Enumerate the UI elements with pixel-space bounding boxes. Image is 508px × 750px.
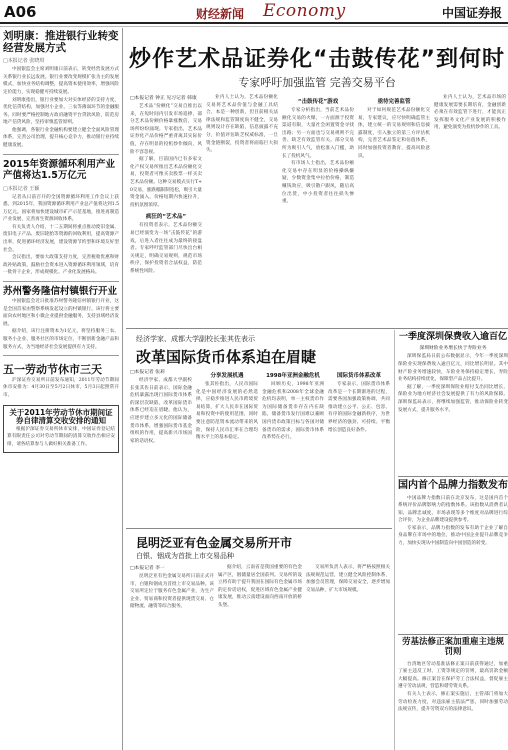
story3-column-3 (306, 564, 390, 594)
article-title: 劳基法修正案加重雇主违规罚则 (401, 637, 504, 657)
article-paragraph: 有投资者表示，艺术品份额交易已经演变为一场“击鼓传花”的游戏，后进入者往往成为最终的接盘者。专家呼吁监管部门尽快出台相关规定，明确交易规则，规范市场秩序，保护投资者合法权益，防范系统性风险。 (130, 223, 202, 274)
article-paragraph: 昆明泛亚有色金属交易所日前正式开市，白银和铟成为首批上市交易品种。该交易所定位于服务有色金属产业，为生产企业、贸易商和投资者提供现货交易、仓储物流、融资等综合服务。 (130, 574, 214, 610)
article-paragraph: 中国银监会近日批准苏州警务隆信村镇银行开业，这是全国首家由警察系统发起设立的村镇银行。该行将主要面向农村地区和小微企业提供金融服务，支持县域经济发展。 (3, 298, 119, 327)
notice-title: 关于2011年劳动节休市期间证券自律清算交收安排的通知 (9, 407, 113, 426)
article-paragraph: 会议指出，要加大政策支持力度，完善税收优惠和财政补贴政策，鼓励社会资本进入资源循环利用领域，培育一批骨干企业，形成规模化、产业化发展格局。 (3, 255, 119, 276)
story2-column-1 (130, 368, 192, 445)
divider (398, 476, 508, 477)
article-paragraph: 经济学家、成都大学副校长张其佐日前表示，国际金融危机暴露出现行国际货币体系的深层次缺陷，改革国际货币体系已经迫在眉睫。他认为，应逐步建立多元化的国际储备货币体系，增强国际货币基金组织的作用，提高新兴市场国家的话语权。 (130, 378, 192, 444)
article-paragraph: 业内人士认为，艺术品份额化交易将艺术品价值与金融工具结合，本是一种创新，但目前相关法律法规和监管制度尚不健全，交易规则设计存在缺陷，信息披露不充分，价值评估缺乏权威标准，一旦资金链断裂，投资者将面临巨大损失。 (206, 95, 278, 154)
story2-column-2 (196, 368, 258, 442)
article-title: 苏州警务隆信村镇银行开业 (3, 286, 118, 298)
article-paragraph: 深圳保监局日前公布数据显示，今年一季度深圳保险业实现保费收入逾百亿元，同比增长明显。其中财产险业务增速较快，车险业务保持稳定增长，寿险业务结构持续优化，保障型产品占比提升。 (398, 354, 508, 383)
article-paragraph: 有关负责人介绍，十二五期间将重点推动废旧金属、废旧电子产品、废旧轮胎等资源的回收利用，提高资源产出率，促进循环经济发展，建设资源节约型和环境友好型社会。 (3, 224, 119, 253)
section-subhead: 疯狂的“艺术品” (145, 214, 187, 221)
article-paragraph: 有关人士表示，修正案实施后，主管部门将加大劳动检查力度，对违法雇主依法严惩，同时加强劳动法规宣传，提升劳资双方的法律意识。 (398, 691, 508, 713)
story-column-4 (358, 94, 430, 160)
article-paragraph: 据介绍，云南省是我国重要的有色金属产区，铟储量居全国前列。交易所的设立将有助于提升我国在国际有色金属市场的定价话语权，促进区域有色金属产业健康发展，推动云南建设面向西南开放的桥头堡。 (218, 565, 302, 608)
divider (3, 154, 119, 155)
article-byline: □本报记者 张莉 (130, 370, 165, 375)
masthead (0, 0, 508, 24)
divider (3, 355, 119, 356)
article-title: 五一劳动节休市三天 (3, 363, 102, 377)
article-paragraph: 台湾地区劳动基准法修正案日前获得通过，加重了雇主违反工时、工资等规定的罚则，最高罚款金额大幅提高。修正案旨在保护劳工合法权益，督促雇主遵守劳动法规，营造和谐劳资关系。 (398, 661, 508, 690)
article-paragraph: 中国银监会主席刘明康日前表示，转变经营发展方式关系银行业长远发展。银行业要改变规模扩张为主的发展模式，加快业务结构调整，提高资本使用效率，增强风险定价能力，实现稳健可持续发展。 (3, 67, 119, 95)
article-paragraph: 刘明康指出，银行业要加大对实体经济的支持力度，优化信贷结构，加强对小企业、三农等薄弱环节的金融服务。同时要严格控制地方政府融资平台贷款风险，防范房地产信贷风险，坚持审慎监管原则。 (3, 97, 119, 126)
story-column-5 (434, 94, 506, 132)
story-column-2 (206, 94, 278, 155)
article-paragraph: 专家表示，国际货币体系改革是一个长期渐进的过程，需要各国加强政策协调，共同推动建立公平、公正、包容、有序的国际金融新秩序，为世界经济的强劲、可持续、平衡增长创造良好条件。 (328, 382, 390, 433)
article-paragraph: 回顾历史，1998年亚洲金融危机和2008年全球金融危机均表明，单一主权货币作为国际储备货币存在内在缺陷，储备货币发行国难以兼顾国内货币政策目标与各国对储备货币的需求，国际货币体系改革势在必行。 (262, 382, 324, 441)
main-subheadline: 专家呼吁加强监管 完善交易平台 (238, 76, 396, 89)
article-kicker: 经济学家、成都大学副校长张其佐表示 (136, 335, 255, 343)
story3-column-2 (218, 564, 302, 610)
article-paragraph: 他强调，各银行业金融机构要建立健全全面风险管理体系，完善公司治理，提升核心竞争力，推动银行业持续健康发展。 (3, 127, 119, 149)
main-headline: 炒作艺术品证券化“击鼓传花”到何时 (129, 47, 505, 72)
section-name-en: Economy (263, 1, 346, 21)
article-title: 刘明康：推进银行业转变经营发展方式 (3, 30, 119, 55)
article-paragraph: 沪深证券交易所日前发布通知，2011年劳动节期间休市安排为：4月30日至5月2日休市，5月3日起照常开市。 (3, 377, 119, 398)
newspaper-logo: 中国证券报 (441, 6, 502, 20)
article-title: 国内首个品牌力指数发布 (398, 480, 508, 491)
article-byline: □本报记者 张晓琪 (3, 58, 45, 65)
divider (126, 528, 392, 529)
divider (394, 330, 395, 750)
article-paragraph: 专家表示，品牌力指数的发布有助于企业了解自身品牌在市场中的地位，推动中国企业提升品牌竞争力，加快实现从中国制造向中国创造的转变。 (398, 525, 508, 547)
section-subhead: “击鼓传花”游戏 (297, 99, 339, 105)
article-paragraph: 对于如何规范艺术品份额化交易，专家建议，应尽快明确监管主体，建立统一的交易规则和信息披露制度，引入独立的第三方评估机构，完善艺术品鉴定和估值体系，同时加强投资者教育，提高风险意识。 (358, 108, 430, 159)
article-paragraph: 记者从日前召开的全国资源循环利用工作会议上获悉，到2015年，我国资源循环利用产业总产值将达到1.5万亿元。国家将加快建设城市矿产示范基地，推进再制造产业发展，完善再生资源回收体系。 (3, 194, 119, 223)
article-title: 改革国际货币体系迫在眉睫 (136, 348, 317, 366)
left-column (0, 28, 123, 750)
story3-column-1 (130, 564, 214, 611)
article-byline: □本报记者 王颖 (3, 185, 40, 192)
article-byline: □本报记者 李一 (130, 566, 165, 571)
article-paragraph: 专家分析指出，当前艺术品份额化交易的火爆，一方面源于投资渠道有限，大量社会闲置资金寻找出路；另一方面也与交易规则不完善、缺乏有效监管有关。部分交易所为吸引人气，放松准入门槛，助长了投机风气。 (282, 108, 354, 159)
section-subhead: 亟待完善监管 (377, 99, 411, 105)
page-number: A06 (4, 3, 37, 21)
article-paragraph: 据介绍，该行注册资本为1亿元，将坚持服务三农、服务小企业、服务社区的市场定位，不断创新金融产品和服务方式，为当地经济社会发展提供有力支持。 (3, 329, 119, 350)
side-story-1 (398, 332, 508, 414)
divider (126, 328, 508, 329)
divider (3, 281, 119, 282)
story-column-1 (130, 94, 202, 275)
article-title: 2015年资源循环利用产业产值将达1.5万亿元 (3, 158, 115, 181)
article-paragraph: 艺术品“份额化”交易自推出以来，在短时间内引发市场追捧，部分艺术品份额价格暴涨数倍，交易场所纷纷涌现。专家指出，艺术品证券化产品价格严重背离其实际价值，存在明显的投机炒作倾向，风险不容忽视。 (130, 104, 202, 155)
section-name: 财经新闻 (196, 7, 245, 21)
section-subhead: 国际货币体系改革 (336, 373, 381, 379)
article-paragraph: 中国品牌力指数日前在北京发布，这是国内首个系统评价品牌影响力的指数体系。该指数从消费者认知、品牌忠诚度、市场表现等多个维度对品牌进行综合评价，为企业品牌建设提供参考。 (398, 495, 508, 524)
header-divider (0, 26, 508, 27)
story2-column-4 (328, 368, 390, 434)
article-paragraph: 有市场人士指出，艺术品份额化交易中存在明显的价格操纵嫌疑，少数资金集中拉抬价格，制造赚钱效应，吸引散户跟风，随后高位出货，中小投资者往往损失惨重。 (282, 161, 354, 205)
article-paragraph: 业内人士认为，艺术品市场的健康发展需要长期培育，金融创新必须在有效监管下进行，才能真正发挥服务文化产业发展的积极作用，避免演变为投机炒作的工具。 (434, 95, 506, 131)
article-title: 昆明泛亚有色金属交易所开市 (136, 536, 293, 550)
section-subhead: 分享发展机遇 (210, 373, 244, 379)
article-paragraph: 交易所负责人表示，将严格按照相关法规规范运营，建立健全风险控制体系，加强会员管理，保障交易安全，逐步增加交易品种，扩大市场规模。 (306, 565, 390, 593)
notice-box (3, 405, 119, 453)
story2-column-3 (262, 368, 324, 442)
divider (398, 634, 508, 635)
article-subtitle: 深圳财险业务增长快于寿险业务 (419, 346, 487, 352)
section-subhead: 1998年亚洲金融危机 (266, 373, 320, 379)
article-paragraph: 据了解，目前国内已有多家文化产权交易所推出艺术品份额化交易，投资者可像买卖股票一样买卖艺术品份额。这种交易模式实行T+0交易，涨跌幅限制宽松，吸引大量资金涌入，价格短期内快速拉升，投机氛围浓厚。 (130, 157, 202, 208)
article-subtitle: 白银、铟成为首批上市交易品种 (136, 552, 234, 560)
story-column-3 (282, 94, 354, 206)
side-story-2 (398, 480, 508, 548)
main-area (126, 28, 508, 750)
side-story-3 (398, 638, 508, 714)
article-title: 一季度深圳保费收入逾百亿 (398, 332, 507, 342)
article-paragraph: 张其佐指出，人民币国际化是中国经济发展的必然选择，应稳步推进人民币跨境贸易结算，扩大人民币在国际贸易和投资中的使用范围，同时要注意防范资本流动带来的风险，保持人民币汇率在合理均衡水平上的基本稳定。 (196, 382, 258, 441)
article-byline: □本报记者 钟正 见习记者 韩康 (130, 96, 197, 101)
notice-paragraph: 根据沪深证券交易所休市安排，中国证券登记结算有限责任公司对劳动节期间的清算交收作出相应安排，请各结算参与人做好相关准备工作。 (7, 426, 115, 447)
article-paragraph: 据了解，一季度深圳保险业赔付支出同比增长，保险业为地方经济社会发展提供了有力的风险保障。深圳保监局表示，将继续加强监管，推动保险业转变发展方式，提升服务水平。 (398, 384, 508, 413)
